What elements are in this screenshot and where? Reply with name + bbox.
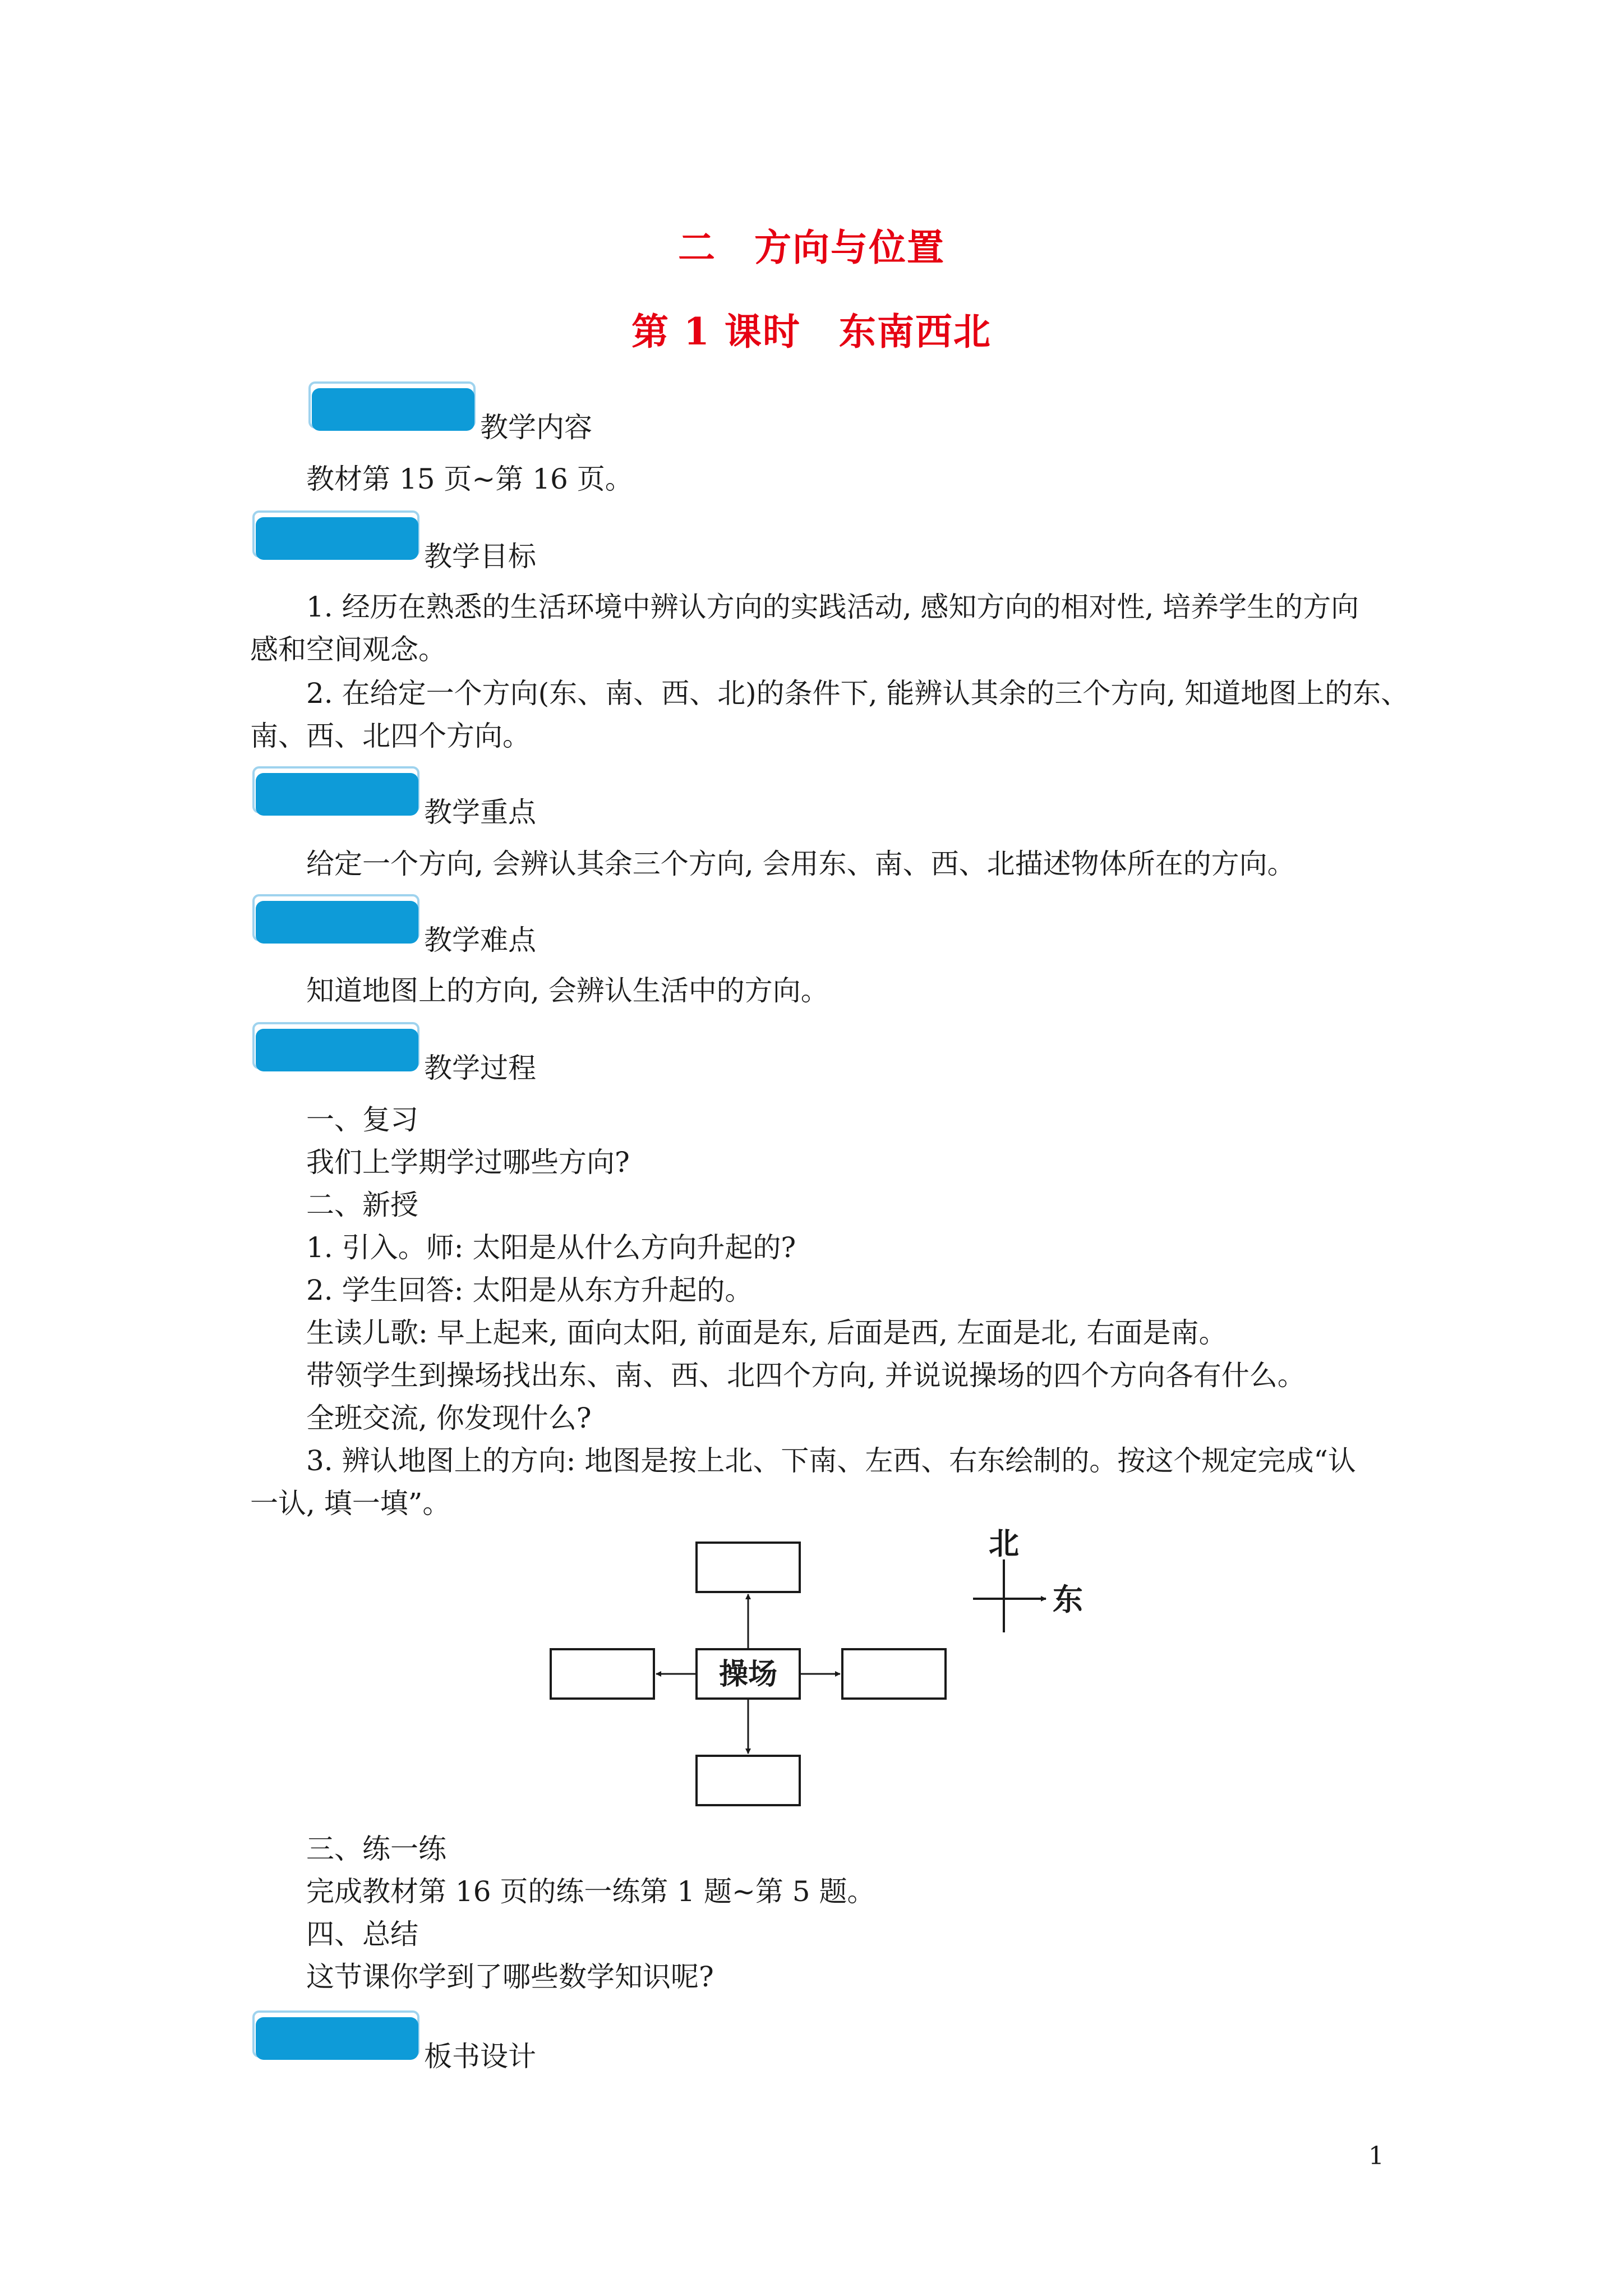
key-points-text: 给定一个方向, 会辨认其余三个方向, 会用东、南、西、北描述物体所在的方向。: [306, 848, 1295, 880]
practice-text: 完成教材第 16 页的练一练第 1 题~第 5 题。: [306, 1875, 875, 1908]
center-label: 操场: [718, 1658, 778, 1691]
new-title: 二、新授: [306, 1189, 418, 1221]
chapter-title: 二 方向与位置: [678, 226, 945, 269]
goal-1-line1: 1. 经历在熟悉的生活环境中辨认方向的实践活动, 感知方向的相对性, 培养学生的方向: [306, 591, 1359, 623]
south-box: [697, 1756, 800, 1805]
east-box: [842, 1649, 946, 1699]
west-box: [551, 1649, 654, 1699]
direction-diagram: [538, 1515, 1110, 1829]
section-heading-goals: 教学目标: [424, 540, 536, 573]
review-question: 我们上学期学过哪些方向?: [306, 1146, 630, 1179]
summary-title: 四、总结: [306, 1918, 418, 1950]
section-heading-key-points: 教学重点: [424, 796, 536, 829]
goal-1-line2: 感和空间观念。: [250, 633, 446, 666]
section-heading-difficulties: 教学难点: [424, 924, 536, 956]
step-3-line2: 一认, 填一填”。: [250, 1487, 451, 1520]
page-number: 1: [1368, 2142, 1384, 2170]
section-heading-content: 教学内容: [480, 411, 592, 444]
step-2: 2. 学生回答: 太阳是从东方升起的。: [306, 1274, 753, 1306]
section-heading-board: 板书设计: [424, 2040, 536, 2073]
goal-2-line1: 2. 在给定一个方向(东、南、西、北)的条件下, 能辨认其余的三个方向, 知道地图上的东、: [306, 677, 1409, 710]
lesson-title: 第 1 课时 东南西北: [631, 310, 992, 353]
summary-question: 这节课你学到了哪些数学知识呢?: [306, 1961, 714, 1993]
difficulties-text: 知道地图上的方向, 会辨认生活中的方向。: [306, 974, 829, 1007]
north-box: [697, 1543, 800, 1592]
compass-east-label: 东: [1053, 1582, 1083, 1617]
goal-2-line2: 南、西、北四个方向。: [250, 720, 531, 752]
step-1: 1. 引入。师: 太阳是从什么方向升起的?: [306, 1231, 796, 1264]
review-title: 一、复习: [306, 1103, 418, 1136]
practice-title: 三、练一练: [306, 1833, 446, 1865]
lead-activity: 带领学生到操场找出东、南、西、北四个方向, 并说说操场的四个方向各有什么。: [306, 1359, 1306, 1392]
step-3-line1: 3. 辨认地图上的方向: 地图是按上北、下南、左西、右东绘制的。按这个规定完成“认: [306, 1444, 1356, 1477]
content-text: 教材第 15 页~第 16 页。: [306, 463, 633, 495]
compass-north-label: 北: [989, 1526, 1019, 1561]
class-discussion: 全班交流, 你发现什么?: [306, 1402, 592, 1434]
section-heading-process: 教学过程: [424, 1052, 536, 1084]
rhyme: 生读儿歌: 早上起来, 面向太阳, 前面是东, 后面是西, 左面是北, 右面是南。: [306, 1317, 1227, 1349]
